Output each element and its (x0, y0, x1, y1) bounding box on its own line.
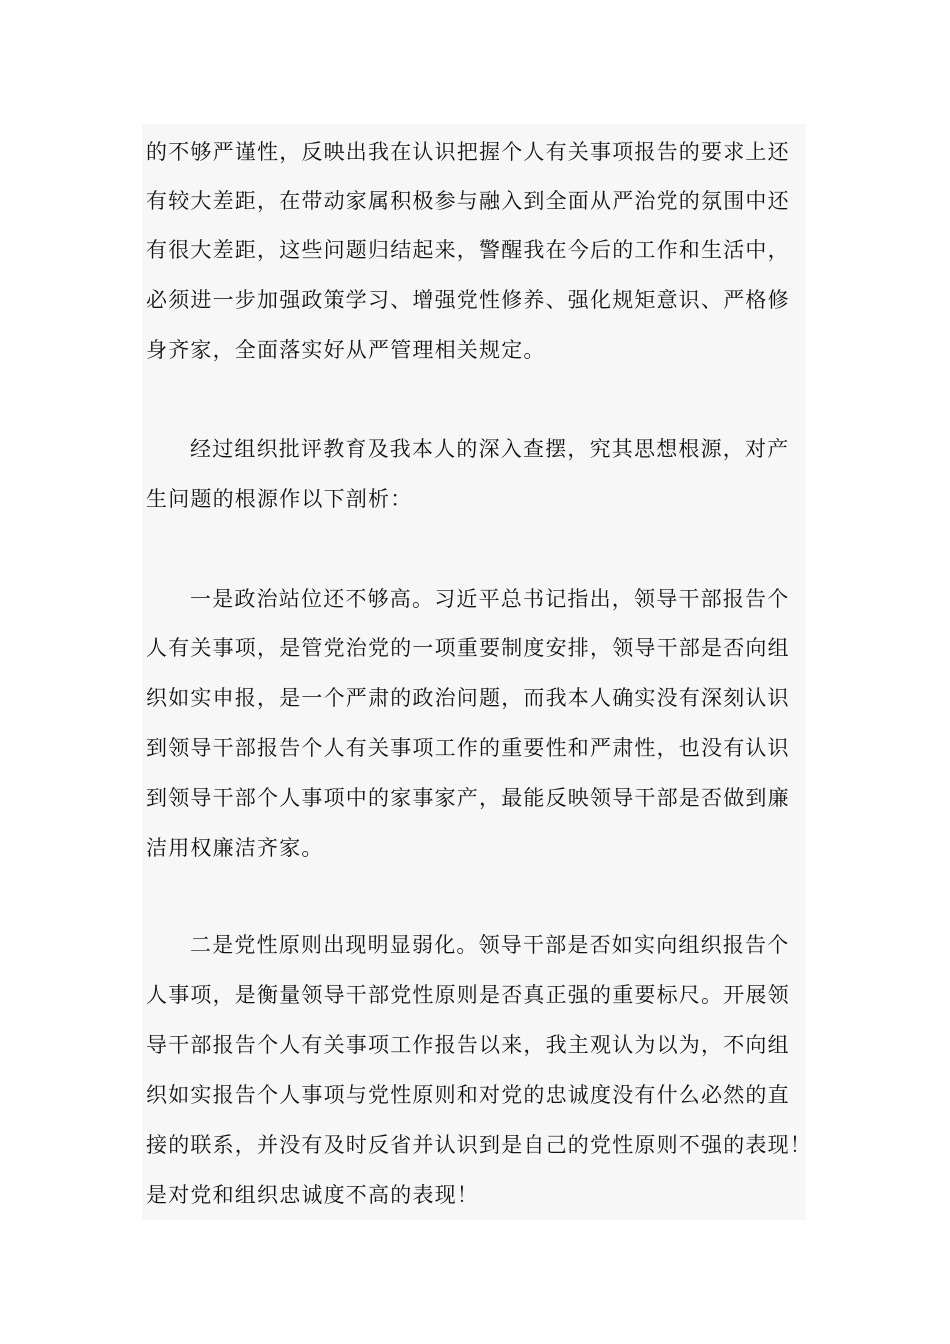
paragraph-4-line-4: 织如实报告个人事项与党性原则和对党的忠诚度没有什么必然的直 (146, 1083, 790, 1107)
paragraph-1-line-4: 必须进一步加强政策学习、增强党性修养、强化规矩意识、严格修 (146, 288, 790, 312)
paragraph-4-line-1: 二是党性原则出现明显弱化。领导干部是否如实向组织报告个 (190, 933, 790, 957)
paragraph-3-line-5: 到领导干部个人事项中的家事家产，最能反映领导干部是否做到廉 (146, 786, 790, 810)
paragraph-3-line-2: 人有关事项，是管党治党的一项重要制度安排，领导干部是否向组 (146, 636, 790, 660)
paragraph-1-line-1: 的不够严谨性，反映出我在认识把握个人有关事项报告的要求上还 (146, 140, 790, 164)
paragraph-2-line-1: 经过组织批评教育及我本人的深入查摆，究其思想根源，对产 (190, 437, 790, 461)
paragraph-3-line-1: 一是政治站位还不够高。习近平总书记指出，领导干部报告个 (190, 587, 790, 611)
paragraph-4-line-5: 接的联系，并没有及时反省并认识到是自己的党性原则不强的表现！ (146, 1133, 812, 1157)
paragraph-3-line-3: 织如实申报，是一个严肃的政治问题，而我本人确实没有深刻认识 (146, 686, 790, 710)
paragraph-4-line-2: 人事项，是衡量领导干部党性原则是否真正强的重要标尺。开展领 (146, 983, 790, 1007)
paragraph-4-line-6: 是对党和组织忠诚度不高的表现！ (146, 1183, 479, 1207)
paragraph-1-line-3: 有很大差距，这些问题归结起来，警醒我在今后的工作和生活中， (146, 238, 790, 262)
paragraph-3-line-6: 洁用权廉洁齐家。 (146, 836, 324, 860)
paragraph-2-line-2: 生问题的根源作以下剖析： (146, 487, 413, 511)
paragraph-1-line-2: 有较大差距，在带动家属积极参与融入到全面从严治党的氛围中还 (146, 189, 790, 213)
paragraph-3-line-4: 到领导干部报告个人有关事项工作的重要性和严肃性，也没有认识 (146, 736, 790, 760)
paragraph-4-line-3: 导干部报告个人有关事项工作报告以来，我主观认为以为，不向组 (146, 1033, 790, 1057)
paragraph-1-line-5: 身齐家，全面落实好从严管理相关规定。 (146, 338, 546, 362)
